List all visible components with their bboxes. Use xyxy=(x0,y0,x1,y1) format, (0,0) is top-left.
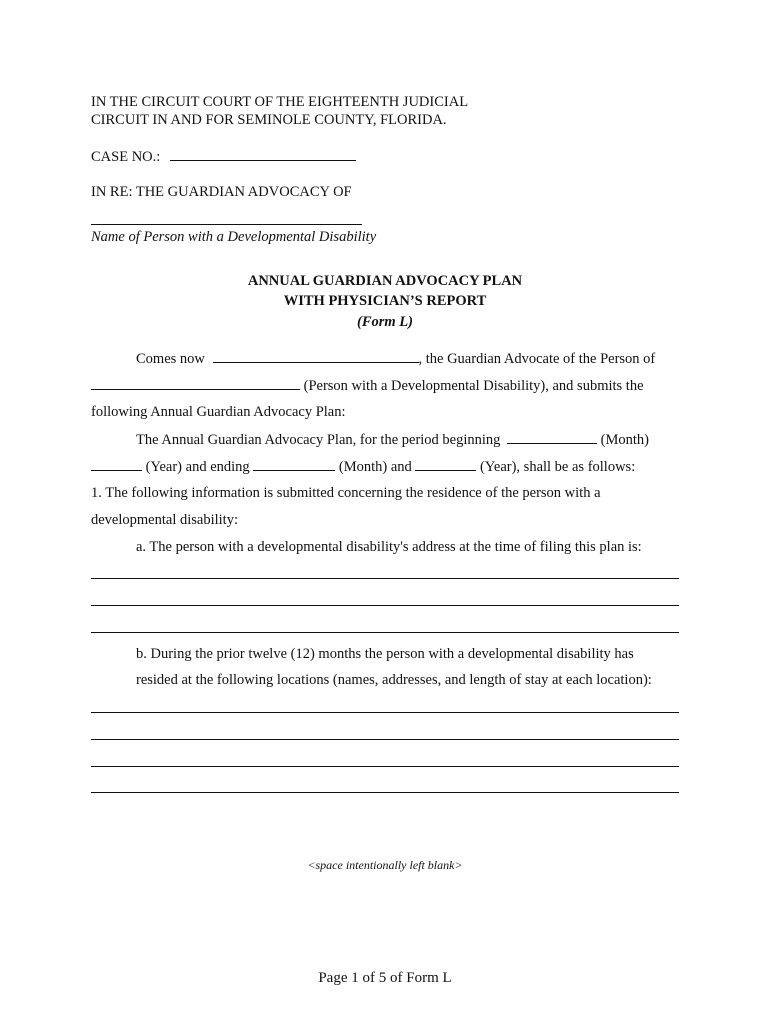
court-line-2: CIRCUIT IN AND FOR SEMINOLE COUNTY, FLORIDA. xyxy=(91,112,447,128)
form-title-line-3: (Form L) xyxy=(357,314,413,330)
end-month-label: (Month) and xyxy=(338,459,412,475)
person-suffix: (Person with a Developmental Disability), and submits the xyxy=(303,378,644,394)
space-blank-note: <space intentionally left blank> xyxy=(307,858,463,872)
form-title-line-1: ANNUAL GUARDIAN ADVOCACY PLAN xyxy=(247,273,523,289)
item-b-line-2: resided at the following locations (names, addresses, and length of stay at each location): xyxy=(136,672,652,688)
item-1-line-2: developmental disability: xyxy=(91,512,238,528)
address-line-1[interactable] xyxy=(91,578,679,579)
address-line-3[interactable] xyxy=(91,632,679,633)
comes-now-suffix: , the Guardian Advocate of the Person of xyxy=(418,351,656,367)
comes-now-prefix: Comes now xyxy=(136,351,205,367)
residence-line-4[interactable] xyxy=(91,792,679,793)
residence-line-2[interactable] xyxy=(91,739,679,740)
guardian-advocate-field[interactable] xyxy=(213,350,419,363)
address-line-2[interactable] xyxy=(91,605,679,606)
begin-year-field[interactable] xyxy=(91,458,142,471)
case-number-row xyxy=(91,148,356,166)
end-year-label: (Year), shall be as follows: xyxy=(480,459,636,475)
period-row-2 xyxy=(91,458,635,476)
begin-month-field[interactable] xyxy=(507,431,597,444)
begin-month-label: (Month) xyxy=(600,432,650,448)
form-title-line-2: WITH PHYSICIAN’S REPORT xyxy=(283,293,487,309)
period-row xyxy=(136,431,649,449)
item-b-line-1: b. During the prior twelve (12) months the person with a developmental disability has xyxy=(136,646,634,662)
item-a-text: a. The person with a developmental disability's address at the time of filing this plan is: xyxy=(136,539,642,555)
case-number-field[interactable] xyxy=(170,148,356,161)
residence-line-1[interactable] xyxy=(91,712,679,713)
comes-now-row xyxy=(136,350,655,368)
residence-line-3[interactable] xyxy=(91,766,679,767)
case-number-label: CASE NO.: xyxy=(91,149,161,165)
end-year-field[interactable] xyxy=(415,458,476,471)
end-month-field[interactable] xyxy=(253,458,335,471)
court-line-1: IN THE CIRCUIT COURT OF THE EIGHTEENTH JUDICIAL xyxy=(91,94,469,110)
person-of-field[interactable] xyxy=(91,377,300,390)
item-1-line-1: 1. The following information is submitted concerning the residence of the person with a xyxy=(91,485,601,501)
person-name-field[interactable] xyxy=(91,224,362,225)
begin-year-label: (Year) and ending xyxy=(145,459,250,475)
person-row xyxy=(91,377,644,395)
in-re-label: IN RE: THE GUARDIAN ADVOCACY OF xyxy=(91,184,352,200)
period-prefix: The Annual Guardian Advocacy Plan, for the period beginning xyxy=(136,432,501,448)
person-name-caption: Name of Person with a Developmental Disability xyxy=(91,229,377,245)
page-footer: Page 1 of 5 of Form L xyxy=(318,970,452,986)
following-text: following Annual Guardian Advocacy Plan: xyxy=(91,404,346,420)
